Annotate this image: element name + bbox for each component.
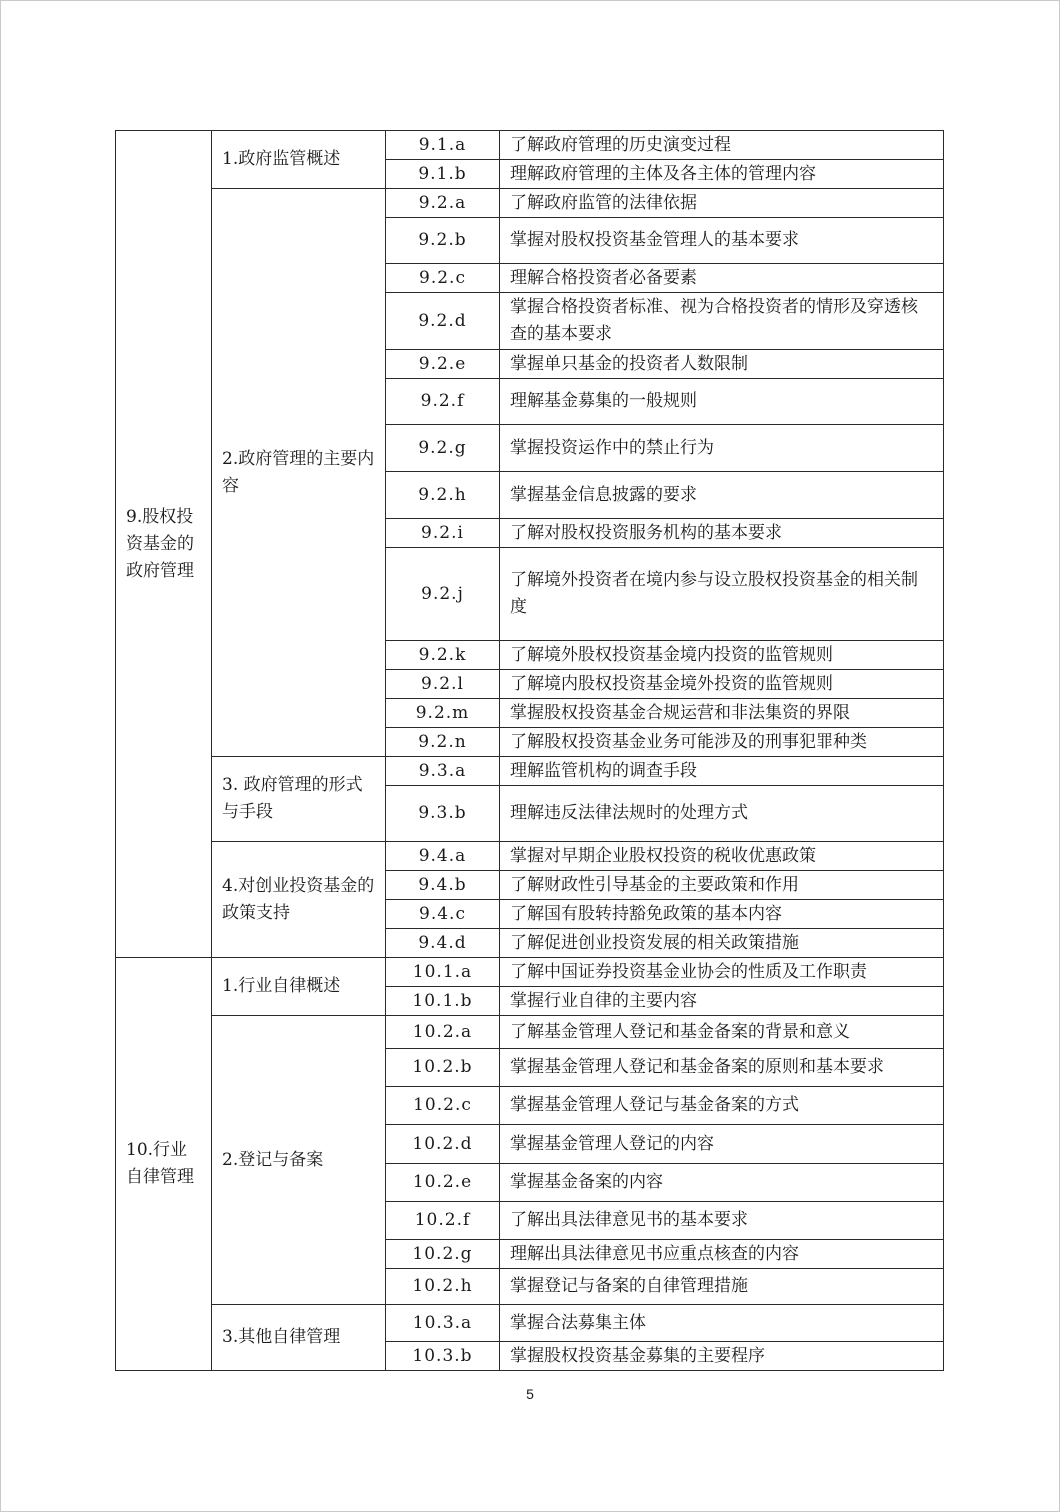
item-code: 9.4.b bbox=[386, 871, 500, 900]
item-code: 9.3.b bbox=[386, 786, 500, 842]
section-title: 10.行业自律管理 bbox=[116, 958, 212, 1371]
item-description: 理解合格投资者必备要素 bbox=[500, 264, 944, 293]
item-description: 了解国有股转持豁免政策的基本内容 bbox=[500, 900, 944, 929]
item-code: 10.2.g bbox=[386, 1240, 500, 1269]
item-code: 10.1.a bbox=[386, 958, 500, 987]
table-row bbox=[116, 842, 944, 871]
item-code: 10.2.f bbox=[386, 1202, 500, 1240]
item-code: 9.2.a bbox=[386, 189, 500, 218]
topic-title: 4.对创业投资基金的政策支持 bbox=[212, 842, 386, 958]
item-code: 9.4.d bbox=[386, 929, 500, 958]
item-code: 9.4.a bbox=[386, 842, 500, 871]
item-code: 9.2.e bbox=[386, 350, 500, 379]
item-description: 了解对股权投资服务机构的基本要求 bbox=[500, 519, 944, 548]
item-description: 了解股权投资基金业务可能涉及的刑事犯罪种类 bbox=[500, 728, 944, 757]
item-code: 10.2.c bbox=[386, 1087, 500, 1125]
item-code: 9.2.c bbox=[386, 264, 500, 293]
item-code: 9.2.k bbox=[386, 641, 500, 670]
item-description: 了解境外股权投资基金境内投资的监管规则 bbox=[500, 641, 944, 670]
item-description: 掌握股权投资基金合规运营和非法集资的界限 bbox=[500, 699, 944, 728]
item-code: 9.2.n bbox=[386, 728, 500, 757]
page-number: 5 bbox=[526, 1386, 534, 1402]
syllabus-table bbox=[115, 130, 944, 1371]
item-description: 理解出具法律意见书应重点核查的内容 bbox=[500, 1240, 944, 1269]
item-code: 10.1.b bbox=[386, 987, 500, 1016]
item-description: 了解中国证券投资基金业协会的性质及工作职责 bbox=[500, 958, 944, 987]
topic-title: 3. 政府管理的形式与手段 bbox=[212, 757, 386, 842]
item-code: 9.2.i bbox=[386, 519, 500, 548]
item-code: 9.1.a bbox=[386, 131, 500, 160]
item-description: 了解政府监管的法律依据 bbox=[500, 189, 944, 218]
item-description: 掌握行业自律的主要内容 bbox=[500, 987, 944, 1016]
topic-title: 2.登记与备案 bbox=[212, 1016, 386, 1305]
item-description: 了解出具法律意见书的基本要求 bbox=[500, 1202, 944, 1240]
item-description: 掌握登记与备案的自律管理措施 bbox=[500, 1269, 944, 1305]
item-description: 掌握合法募集主体 bbox=[500, 1305, 944, 1342]
item-description: 掌握单只基金的投资者人数限制 bbox=[500, 350, 944, 379]
item-code: 9.2.m bbox=[386, 699, 500, 728]
item-code: 10.2.a bbox=[386, 1016, 500, 1049]
topic-title: 3.其他自律管理 bbox=[212, 1305, 386, 1371]
item-code: 10.2.b bbox=[386, 1049, 500, 1087]
item-description: 了解基金管理人登记和基金备案的背景和意义 bbox=[500, 1016, 944, 1049]
item-description: 掌握基金备案的内容 bbox=[500, 1164, 944, 1202]
item-code: 9.2.l bbox=[386, 670, 500, 699]
item-description: 了解促进创业投资发展的相关政策措施 bbox=[500, 929, 944, 958]
table-row bbox=[116, 958, 944, 987]
item-code: 10.3.a bbox=[386, 1305, 500, 1342]
item-code: 9.2.f bbox=[386, 379, 500, 425]
item-description: 掌握对股权投资基金管理人的基本要求 bbox=[500, 218, 944, 264]
item-description: 掌握基金管理人登记和基金备案的原则和基本要求 bbox=[500, 1049, 944, 1087]
item-code: 10.2.e bbox=[386, 1164, 500, 1202]
item-description: 了解政府管理的历史演变过程 bbox=[500, 131, 944, 160]
item-description: 掌握股权投资基金募集的主要程序 bbox=[500, 1342, 944, 1371]
table-row bbox=[116, 189, 944, 218]
item-code: 10.3.b bbox=[386, 1342, 500, 1371]
table-row bbox=[116, 1305, 944, 1342]
item-code: 9.4.c bbox=[386, 900, 500, 929]
section-title: 9.股权投资基金的政府管理 bbox=[116, 131, 212, 958]
item-code: 10.2.h bbox=[386, 1269, 500, 1305]
table-row bbox=[116, 131, 944, 160]
item-code: 9.3.a bbox=[386, 757, 500, 786]
item-code: 9.2.g bbox=[386, 425, 500, 472]
item-code: 9.2.h bbox=[386, 472, 500, 519]
table-row bbox=[116, 757, 944, 786]
item-description: 掌握基金信息披露的要求 bbox=[500, 472, 944, 519]
item-description: 理解监管机构的调查手段 bbox=[500, 757, 944, 786]
item-code: 9.2.d bbox=[386, 293, 500, 350]
item-description: 掌握基金管理人登记的内容 bbox=[500, 1125, 944, 1164]
topic-title: 2.政府管理的主要内容 bbox=[212, 189, 386, 757]
item-description: 了解境外投资者在境内参与设立股权投资基金的相关制度 bbox=[500, 548, 944, 641]
item-description: 理解政府管理的主体及各主体的管理内容 bbox=[500, 160, 944, 189]
item-code: 10.2.d bbox=[386, 1125, 500, 1164]
item-description: 掌握基金管理人登记与基金备案的方式 bbox=[500, 1087, 944, 1125]
item-description: 掌握投资运作中的禁止行为 bbox=[500, 425, 944, 472]
item-description: 理解基金募集的一般规则 bbox=[500, 379, 944, 425]
item-description: 掌握合格投资者标准、视为合格投资者的情形及穿透核查的基本要求 bbox=[500, 293, 944, 350]
item-description: 理解违反法律法规时的处理方式 bbox=[500, 786, 944, 842]
item-description: 了解境内股权投资基金境外投资的监管规则 bbox=[500, 670, 944, 699]
item-code: 9.2.j bbox=[386, 548, 500, 641]
item-code: 9.2.b bbox=[386, 218, 500, 264]
table-row bbox=[116, 1016, 944, 1049]
item-description: 掌握对早期企业股权投资的税收优惠政策 bbox=[500, 842, 944, 871]
item-code: 9.1.b bbox=[386, 160, 500, 189]
topic-title: 1.行业自律概述 bbox=[212, 958, 386, 1016]
item-description: 了解财政性引导基金的主要政策和作用 bbox=[500, 871, 944, 900]
topic-title: 1.政府监管概述 bbox=[212, 131, 386, 189]
